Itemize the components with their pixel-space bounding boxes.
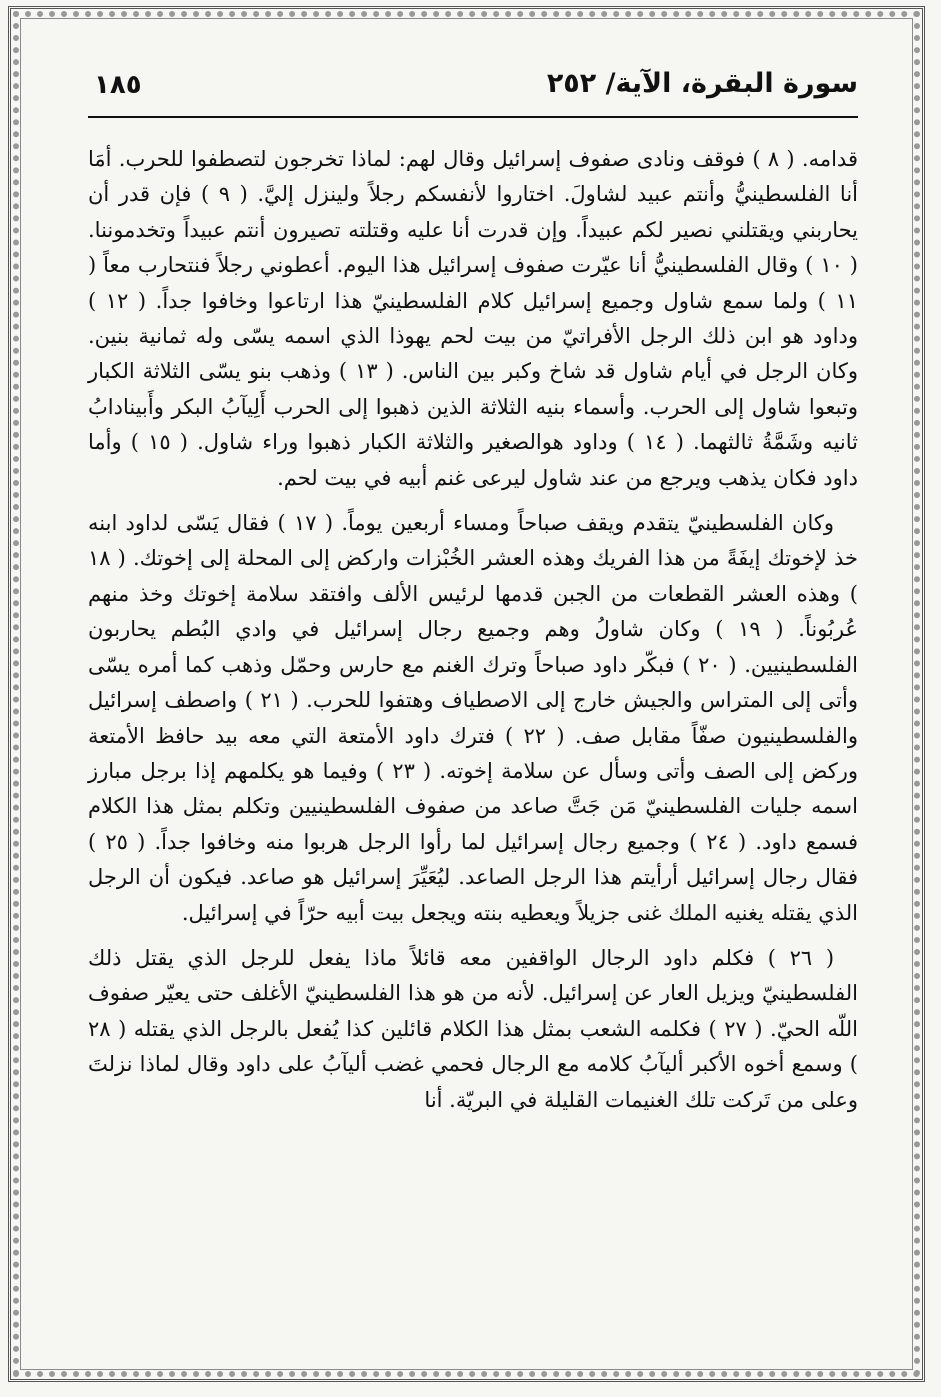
paragraph-3: ( ٢٦ ) فكلم داود الرجال الواقفين معه قائلاً ماذا يفعل للرجل الذي يقتل ذلك الفلسطينيّ ويزيل العار عن إسرائيل. لأنه من هو هذا الفلسطينيّ الأغلف حتى يعيّر صفوف اللّه الحيّ. ( ٢٧ ) فكلمه الشعب بمثل هذا الكلام قائلين كذا يُفعل بالرجل الذي يقتله ( ٢٨ ) وسمع أخوه الأكبر أليآبُ كلامه مع الرجال فحمي غضب أليآبُ على داود وقال لماذا نزلتَ وعلى من تَركت تلك الغنيمات القليلة في البريّة. أنا	[88, 945, 858, 1112]
page-number: ١٨٥	[94, 70, 142, 100]
paragraph-1: قدامه. ( ٨ ) فوقف ونادى صفوف إسرائيل وقال لهم: لماذا تخرجون لتصطفوا للحرب. أمَا أنا الفلسطينيُّ وأنتم عبيد لشاولَ. اختاروا لأنفسكم رجلاً ولينزل إليَّ. ( ٩ ) فإن قدر أن يحاربني ويقتلني نصير لكم عبيداً. وإن قدرت أنا عليه وقتلته تصيرون أنتم عبيداً وتخدموننا. ( ١٠ ) وقال الفلسطينيُّ أنا عيّرت صفوف إسرائيل هذا اليوم. أعطوني رجلاً فنتحارب معاً ( ١١ ) ولما سمع شاول وجميع إسرائيل كلام الفلسطينيّ هذا ارتاعوا وخافوا جداً. ( ١٢ ) وداود هو ابن ذلك الرجل الأفراتيّ من بيت لحم يهوذا الذي اسمه يسّى وله ثمانية بنين. وكان الرجل في أيام شاول قد شاخ وكبر بين الناس. ( ١٣ ) وذهب بنو يسّى الثلاثة الكبار وتبعوا شاول إلى الحرب. وأسماء بنيه الثلاثة الذين ذهبوا إلى الحرب أَلِيآبُ البكر وأَبينادابُ ثانيه وشَمَّةُ ثالثهما. ( ١٤ ) وداود هوالصغير والثلاثة الكبار ذهبوا وراء شاول. ( ١٥ ) وأما داود فكان يذهب ويرجع من عند شاول ليرعى غنم أبيه في بيت لحم.	[88, 147, 858, 490]
running-title: سورة البقرة، الآية/ ٢٥٢	[546, 68, 858, 99]
page-header	[88, 60, 858, 110]
book-page	[88, 60, 858, 1360]
paragraph-2: وكان الفلسطينيّ يتقدم ويقف صباحاً ومساء أربعين يوماً. ( ١٧ ) فقال يَسّى لداود ابنه خذ لإخوتك إيفَةً من هذا الفريك وهذه العشر الخُبْزات واركض إلى المحلة إلى إخوتك. ( ١٨ ) وهذه العشر القطعات من الجبن قدمها لرئيس الألف وافتقد سلامة إخوتك وخذ منهم عُربُوناً. ( ١٩ ) وكان شاولُ وهم وجميع رجال إسرائيل في وادي البُطم يحاربون الفلسطينيين. ( ٢٠ ) فبكّر داود صباحاً وترك الغنم مع حارس وحمّل وذهب كما أمره يسّى وأتى إلى المتراس والجيش خارج إلى الاصطياف وهتفوا للحرب. ( ٢١ ) واصطف إسرائيل والفلسطينيون صفّاً مقابل صف. ( ٢٢ ) فترك داود الأمتعة التي معه بيد حافظ الأمتعة وركض إلى الصف وأتى وسأل عن سلامة إخوته. ( ٢٣ ) وفيما هو يكلمهم إذا برجل مبارز اسمه جليات الفلسطينيّ مَن جَتَّ صاعد من صفوف الفلسطينيين وتكلم بمثل هذا الكلام فسمع داود. ( ٢٤ ) وجميع رجال إسرائيل لما رأوا الرجل هربوا منه وخافوا جداً. ( ٢٥ ) فقال رجال إسرائيل أرأيتم هذا الرجل الصاعد. ليُعَيِّرَ إسرائيل هو صاعد. فيكون أن الرجل الذي يقتله يغنيه الملك غنى جزيلاً ويعطيه بنته ويجعل بيت أبيه حرّاً في إسرائيل.	[88, 511, 858, 925]
body-text	[88, 142, 858, 1128]
header-rule	[88, 116, 858, 118]
